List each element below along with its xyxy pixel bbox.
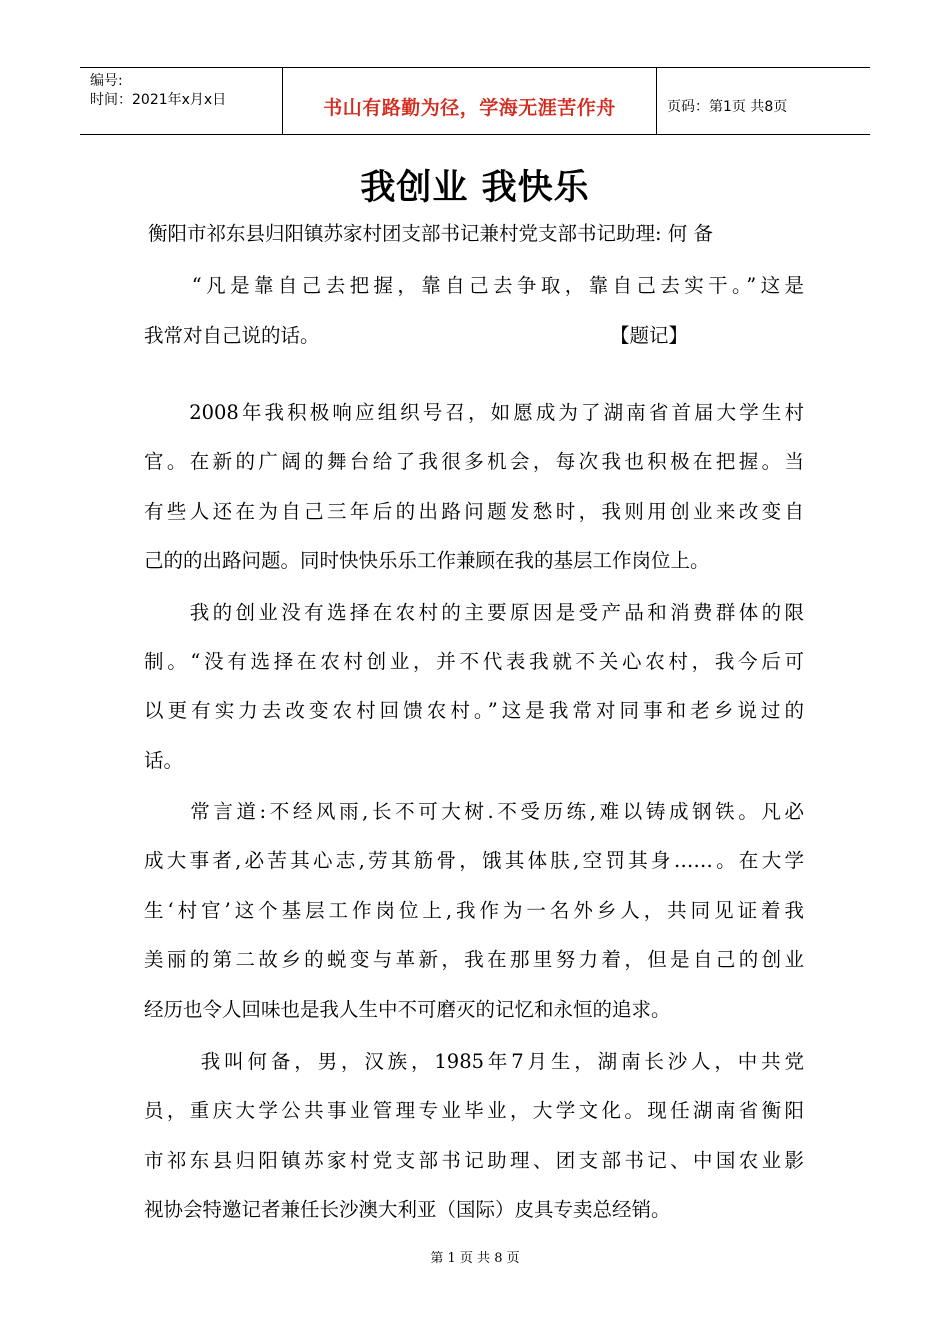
paragraph-2-line: 制。“没有选择在农村创业，并不代表我就不关心农村，我今后可 bbox=[144, 650, 804, 673]
paragraph-4-line: 视协会特邀记者兼任长沙澳大利亚（国际）皮具专卖总经销。 bbox=[144, 1198, 671, 1221]
epigraph-tag: 【题记】 bbox=[610, 324, 689, 347]
document-title: 我创业 我快乐 bbox=[360, 168, 590, 208]
paragraph-4-line: 员，重庆大学公共事业管理专业毕业，大学文化。现任湖南省衡阳 bbox=[144, 1099, 804, 1122]
paragraph-1-line: 有些人还在为自己三年后的出路问题发愁时，我则用创业来改变自 bbox=[144, 500, 804, 523]
paragraph-3-line: 成大事者,必苦其心志,劳其筋骨，饿其体肤,空罚其身……。在大学 bbox=[144, 849, 804, 872]
time-label: 时间：2021年x月x日 bbox=[90, 92, 227, 108]
paragraph-2-line: 以更有实力去改变农村回馈农村。”这是我常对同事和老乡说过的 bbox=[144, 699, 804, 722]
paragraph-1-line: 官。在新的广阔的舞台给了我很多机会，每次我也积极在把握。当 bbox=[144, 450, 804, 473]
paragraph-2-line: 话。 bbox=[144, 749, 184, 772]
header-page-cell bbox=[657, 68, 870, 134]
epigraph-line: 我常对自己说的话。 bbox=[144, 324, 320, 347]
paragraph-2-line: 我的创业没有选择在农村的主要原因是受产品和消费群体的限 bbox=[144, 601, 804, 624]
paragraph-1-line: 2008年我积极响应组织号召，如愿成为了湖南省首届大学生村 bbox=[144, 401, 804, 424]
header-meta-cell bbox=[80, 68, 282, 134]
header-motto-cell bbox=[282, 68, 657, 134]
paragraph-3-line: 美丽的第二故乡的蜕变与革新，我在那里努力着，但是自己的创业 bbox=[144, 948, 804, 971]
page-footer: 第 1 页 共 8 页 bbox=[430, 1251, 520, 1266]
author-byline: 衡阳市祁东县归阳镇苏家村团支部书记兼村党支部书记助理: 何 备 bbox=[148, 222, 713, 245]
number-label: 编号: bbox=[90, 73, 123, 89]
header-motto: 书山有路勤为径，学海无涯苦作舟 bbox=[323, 97, 616, 119]
page-header bbox=[80, 67, 870, 135]
paragraph-1-line: 己的的出路问题。同时快快乐乐工作兼顾在我的基层工作岗位上。 bbox=[144, 549, 710, 572]
header-page-info: 页码：第1页 共8页 bbox=[667, 99, 788, 115]
paragraph-3-line: 生‘村官’这个基层工作岗位上,我作为一名外乡人，共同见证着我 bbox=[144, 899, 804, 922]
paragraph-3-line: 常言道:不经风雨,长不可大树.不受历练,难以铸成钢铁。凡必 bbox=[144, 800, 804, 823]
epigraph-line: “凡是靠自己去把握，靠自己去争取，靠自己去实干。”这是 bbox=[144, 274, 804, 297]
paragraph-3-line: 经历也令人回味也是我人生中不可磨灭的记忆和永恒的追求。 bbox=[144, 998, 671, 1021]
paragraph-4-line: 我叫何备，男，汉族，1985年7月生，湖南长沙人，中共党 bbox=[144, 1050, 804, 1073]
paragraph-4-line: 市祁东县归阳镇苏家村党支部书记助理、团支部书记、中国农业影 bbox=[144, 1149, 804, 1172]
